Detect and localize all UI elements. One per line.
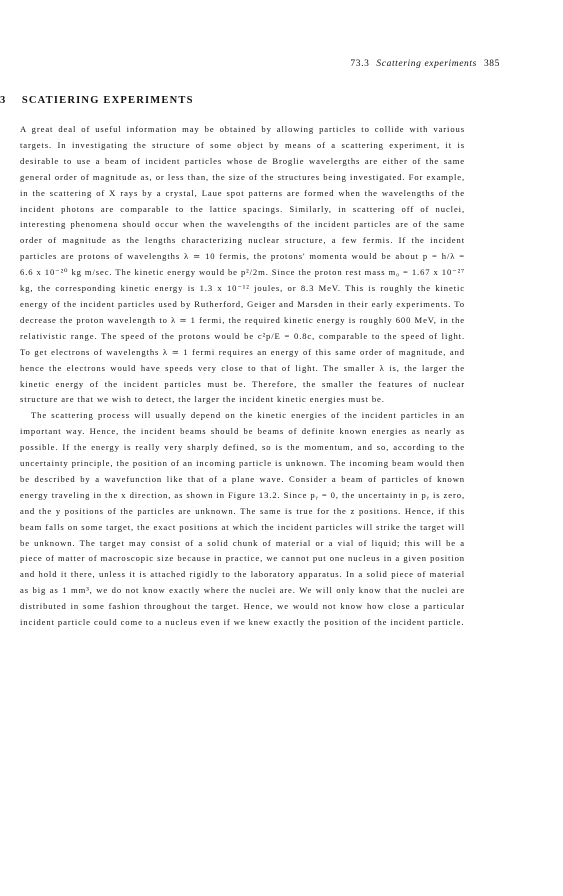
header-section-number: 73.3 <box>350 59 370 69</box>
paragraph-1: A great deal of useful information may be obtained by allowing particles to collide with various targets. In investigating the structure of some object by means of a scattering experiment, it is desirable to use a beam of incident particles whose de Broglie wavelergths are either of the same general order of magnitude as, or less than, the size of the structures being investigated. For example, in the scattering of X rays by a crystal, Laue spot patterns are formed when the wavelengths of the incident photons are comparable to the lattice spacings. Similarly, in scattering off of nuclei, interesting phenomena should occur when the wavelengths of the incident particles are of the same order of magnitude as the lengths characterizing nuclear structure, a few fermis. If the incident particles are protons of wavelengths λ ≃ 10 fermis, the protons' momenta would be about p = h/λ = 6.6 x 10⁻²⁰ kg m/sec. The kinetic energy would be p²/2m. Since the proton rest mass m₀ = 1.67 x 10⁻²⁷ kg, the corresponding kinetic energy is 1.3 x 10⁻¹² joules, or 8.3 MeV. This is roughly the kinetic energy of the incident particles used by Rutherford, Geiger and Marsden in their early experiments. To decrease the proton wavelength to λ ≃ 1 fermi, the required kinetic energy is roughly 600 MeV, in the relativistic range. The speed of the protons would be c²p/E = 0.8c, comparable to the speed of light. To get electrons of wavelengths λ ≃ 1 fermi requires an energy of this same order of magnitude, and hence the electrons would have speeds very close to that of light. The smaller λ is, the larger the kinetic energy of the incident particles must be. Therefore, the smaller the features of nuclear structure are that we wish to detect, the larger the incident kinetic energies must be. <box>20 124 465 405</box>
header-section-title: Scattering experiments <box>376 59 477 69</box>
section-heading <box>0 95 194 106</box>
body-text <box>20 122 465 631</box>
section-heading-number: 3 <box>0 95 7 106</box>
paragraph-2: The scattering process will usually depend on the kinetic energies of the incident particles in an important way. Hence, the incident beams should be beams of definite known energies as nearly as possible. If the energy is really very sharply defined, so is the momentum, and so, according to the uncertainty principle, the position of an incoming particle is unknown. The incoming beam would then be described by a wavefunction like that of a plane wave. Consider a beam of particles of known energy traveling in the x direction, as shown in Figure 13.2. Since pᵧ = 0, the uncertainty in pᵧ is zero, and the y positions of the particles are unknown. The same is true for the z positions. Hence, if this beam falls on some target, the exact positions at which the incident particles will strike the target will be unknown. The target may consist of a solid chunk of material or a vial of liquid; this will be a piece of matter of macroscopic size because in practice, we cannot put one nucleus in a given position and hold it there, unless it is attached rigidly to the laboratory apparatus. In a solid piece of material as big as 1 mm³, we do not know exactly where the nuclei are. We will only know that the nuclei are distributed in some fashion throughout the target. Hence, we would not know how close a particular incident particle could come to a nucleus even if we knew exactly the position of the incident particle. <box>20 410 465 628</box>
running-header <box>350 59 500 69</box>
section-heading-title: SCATIERING EXPERIMENTS <box>21 95 194 106</box>
page-number: 385 <box>483 59 500 69</box>
